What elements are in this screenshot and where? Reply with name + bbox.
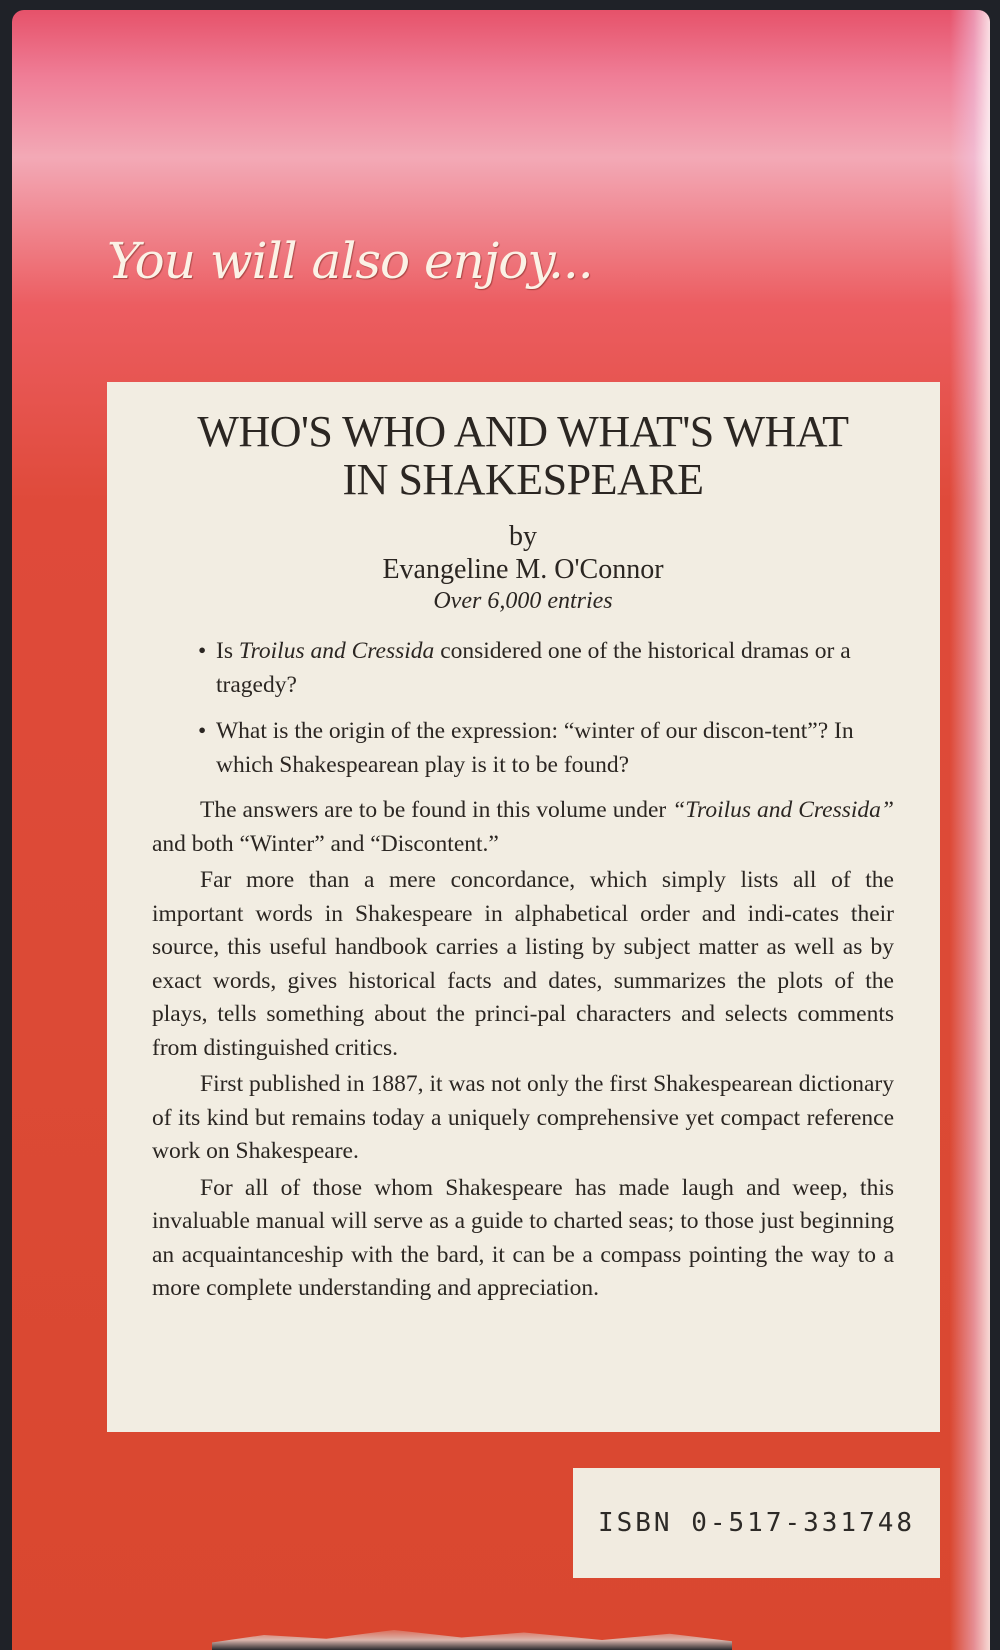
- question-text-prefix: Is: [216, 638, 239, 664]
- tagline: You will also enjoy...: [107, 232, 593, 290]
- book-title-line-2: IN SHAKESPEARE: [342, 455, 704, 504]
- bullet-icon: •: [198, 638, 207, 664]
- bullet-icon: •: [198, 718, 207, 744]
- question-text: What is the origin of the expression: “winter of our discon-tent”? In which Shakespearean play is it to be found?: [216, 718, 854, 778]
- book-title-line-1: WHO'S WHO AND WHAT'S WHAT: [197, 407, 849, 456]
- isbn-number: ISBN 0-517-331748: [597, 1508, 916, 1538]
- isbn-box: [573, 1468, 940, 1578]
- description-paragraph-4: For all of those whom Shakespeare has made laugh and weep, this invaluable manual will serve as a guide to charted seas; to those just beginning an acquaintanceship with the bard, it can be a compass pointing the way to a more complete understanding and appreciation.: [152, 1174, 894, 1301]
- description-panel: [107, 382, 940, 1432]
- entries-count: Over 6,000 entries: [433, 588, 613, 614]
- question-list: [152, 634, 894, 782]
- question-item: [198, 634, 894, 702]
- description-paragraph-3: First published in 1887, it was not only the first Shakespearean dictionary of its kind but remains today a uniquely comprehensive yet compact reference work on Shakespeare.: [152, 1071, 894, 1164]
- description-paragraph-2: Far more than a mere concordance, which simply lists all of the important words in Shakespeare in alphabetical order and indi-cates their source, this useful handbook carries a listing by subject matter as well as by exact words, gives historical facts and dates, summarizes the plots of the plays, tells something about the princi-pal characters and selects comments from distinguished critics.: [152, 867, 894, 1061]
- by-label: by: [509, 521, 537, 552]
- answers-italic: “Troilus and Cressida”: [672, 797, 894, 823]
- answers-suffix: and both “Winter” and “Discontent.”: [152, 830, 499, 857]
- answers-paragraph: [152, 794, 894, 861]
- torn-edge: [212, 1625, 732, 1650]
- answers-prefix: The answers are to be found in this volume under: [200, 797, 673, 823]
- author-name: Evangeline M. O'Connor: [382, 554, 664, 585]
- book-jacket-back-cover: [12, 10, 990, 1650]
- question-item: [198, 714, 894, 782]
- play-title-italic: Troilus and Cressida: [238, 638, 435, 664]
- question-text-suffix: considered one of the historical dramas or a tragedy?: [216, 638, 851, 698]
- book-title: [152, 408, 894, 504]
